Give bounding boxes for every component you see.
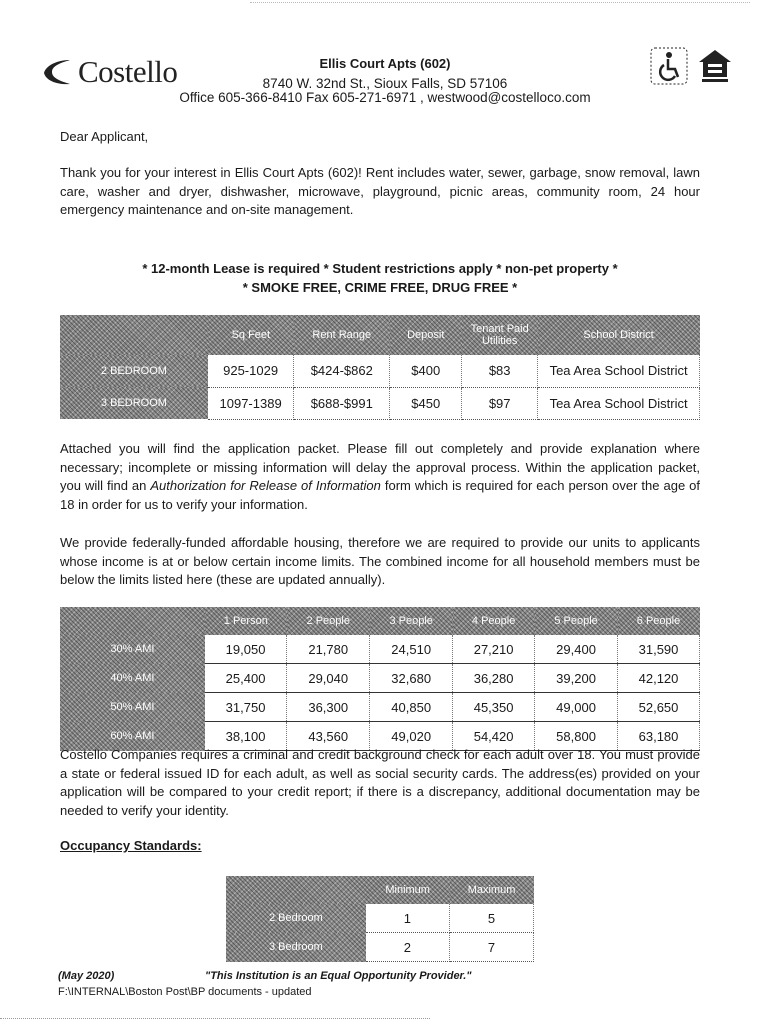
maximum-cell: 5 (450, 904, 534, 933)
income-header-cell: 2 People (287, 607, 370, 635)
income-cell: 36,300 (287, 693, 370, 722)
equal-opportunity-statement: "This Institution is an Equal Opportunity Provider." (205, 970, 472, 982)
income-cell: 32,680 (370, 664, 453, 693)
requirements-line-2: * SMOKE FREE, CRIME FREE, DRUG FREE * (242, 280, 518, 295)
income-cell: 54,420 (453, 722, 535, 751)
income-header-cell: 6 People (618, 607, 700, 635)
occupancy-header-cell (226, 876, 366, 904)
occupancy-table (226, 876, 534, 962)
units-table-header (60, 315, 700, 355)
income-cell: 40,850 (370, 693, 453, 722)
income-cell: 45,350 (453, 693, 535, 722)
income-cell: 38,100 (205, 722, 287, 751)
income-cell: 42,120 (618, 664, 700, 693)
units-header-cell: School District (538, 315, 700, 355)
scan-artifact (0, 1018, 430, 1020)
occupancy-table-header (226, 876, 534, 904)
units-header-cell: Deposit (390, 315, 462, 355)
table-row (60, 387, 700, 419)
company-logo (40, 52, 177, 92)
income-cell: 49,000 (535, 693, 618, 722)
income-limits-table (60, 607, 700, 751)
income-cell: 49,020 (370, 722, 453, 751)
row-label: 40% AMI (60, 664, 205, 693)
income-header-cell: 1 Person (205, 607, 287, 635)
table-row (60, 355, 700, 387)
income-cell: 63,180 (618, 722, 700, 751)
income-header-cell: 5 People (535, 607, 618, 635)
intro-paragraph: Thank you for your interest in Ellis Court Apts (602)! Rent includes water, sewer, garbage, snow removal, lawn care, washer and dryer, dishwasher, microwave, playground, picnic areas, community room, 24 hour emergency maintenance and on-site management. (60, 165, 700, 217)
accessibility-icon (650, 47, 688, 85)
units-header-cell: Sq Feet (208, 315, 294, 355)
income-cell: 27,210 (453, 635, 535, 664)
occupancy-header-cell: Minimum (366, 876, 450, 904)
deposit-cell: $450 (390, 387, 462, 419)
utilities-cell: $97 (462, 387, 538, 419)
table-row (226, 933, 534, 962)
units-header-cell (60, 315, 208, 355)
letterhead (0, 44, 770, 114)
row-label: 50% AMI (60, 693, 205, 722)
property-address: 8740 W. 32nd St., Sioux Falls, SD 57106 (262, 76, 508, 91)
file-path: F:\INTERNAL\Boston Post\BP documents - updated (58, 986, 312, 998)
income-cell: 29,400 (535, 635, 618, 664)
minimum-cell: 2 (366, 933, 450, 962)
income-header-cell: 4 People (453, 607, 535, 635)
row-label: 3 BEDROOM (60, 387, 208, 419)
units-header-cell: Rent Range (294, 315, 390, 355)
greeting: Dear Applicant, (60, 129, 149, 144)
row-label: 60% AMI (60, 722, 205, 751)
income-cell: 39,200 (535, 664, 618, 693)
sq-feet-cell: 925-1029 (208, 355, 294, 387)
school-district-cell: Tea Area School District (538, 387, 700, 419)
units-header-cell: Tenant Paid Utilities (462, 315, 538, 355)
deposit-cell: $400 (390, 355, 462, 387)
footer-date: (May 2020) (58, 970, 115, 982)
compliance-icons (650, 47, 734, 85)
occupancy-header-cell: Maximum (450, 876, 534, 904)
income-cell: 25,400 (205, 664, 287, 693)
income-cell: 21,780 (287, 635, 370, 664)
minimum-cell: 1 (366, 904, 450, 933)
income-cell: 31,750 (205, 693, 287, 722)
income-table-header (60, 607, 700, 635)
table-row (60, 664, 700, 693)
maximum-cell: 7 (450, 933, 534, 962)
row-label: 2 BEDROOM (60, 355, 208, 387)
table-row (60, 693, 700, 722)
income-cell: 36,280 (453, 664, 535, 693)
income-cell: 31,590 (618, 635, 700, 664)
income-cell: 52,650 (618, 693, 700, 722)
contact-line: Office 605-366-8410 Fax 605-271-6971 , westwood@costelloco.com (179, 90, 591, 105)
row-label: 2 Bedroom (226, 904, 366, 933)
income-cell: 43,560 (287, 722, 370, 751)
application-paragraph (60, 440, 700, 514)
application-text: Attached you will find the application packet. Please fill out completely and provide explanation where necessary; incomplete or missing information will delay the approval process. Within the application packet, you will find an (60, 441, 700, 493)
income-paragraph: We provide federally-funded affordable housing, therefore we are required to provide our units to applicants whose income is at or below certain income limits. The combined income for all household members must be below the limits listed here (these are updated annually). (60, 535, 700, 587)
row-label: 3 Bedroom (226, 933, 366, 962)
logo-text: Costello (78, 54, 178, 89)
background-check-paragraph: Costello Companies requires a criminal and credit background check for each adult over 18. You must provide a state or federal issued ID for each adult, as well as social security cards. The address(es) provided on your application will be compared to your credit report; if there is a discrepancy, additional documentation may be needed to verify your identity. (60, 747, 700, 818)
equal-housing-icon (696, 47, 734, 85)
table-row (60, 635, 700, 664)
property-name: Ellis Court Apts (602) (319, 56, 451, 71)
authorization-form-name: Authorization for Release of Information (150, 478, 381, 493)
sq-feet-cell: 1097-1389 (208, 387, 294, 419)
school-district-cell: Tea Area School District (538, 355, 700, 387)
income-header-cell: 3 People (370, 607, 453, 635)
rent-range-cell: $424-$862 (294, 355, 390, 387)
units-table (60, 315, 700, 420)
income-header-cell (60, 607, 205, 635)
rent-range-cell: $688-$991 (294, 387, 390, 419)
table-row (226, 904, 534, 933)
application-text-end: form which is required for each person over the age of 18 in order for us to verify your information. (60, 478, 700, 512)
income-cell: 29,040 (287, 664, 370, 693)
income-cell: 58,800 (535, 722, 618, 751)
requirements-line-1: * 12-month Lease is required * Student restrictions apply * non-pet property * (142, 261, 618, 276)
costello-swoosh-icon (40, 57, 76, 87)
utilities-cell: $83 (462, 355, 538, 387)
income-cell: 19,050 (205, 635, 287, 664)
scan-artifact (250, 2, 750, 4)
property-address-block (200, 54, 570, 94)
occupancy-heading: Occupancy Standards: (60, 838, 202, 853)
row-label: 30% AMI (60, 635, 205, 664)
income-cell: 24,510 (370, 635, 453, 664)
